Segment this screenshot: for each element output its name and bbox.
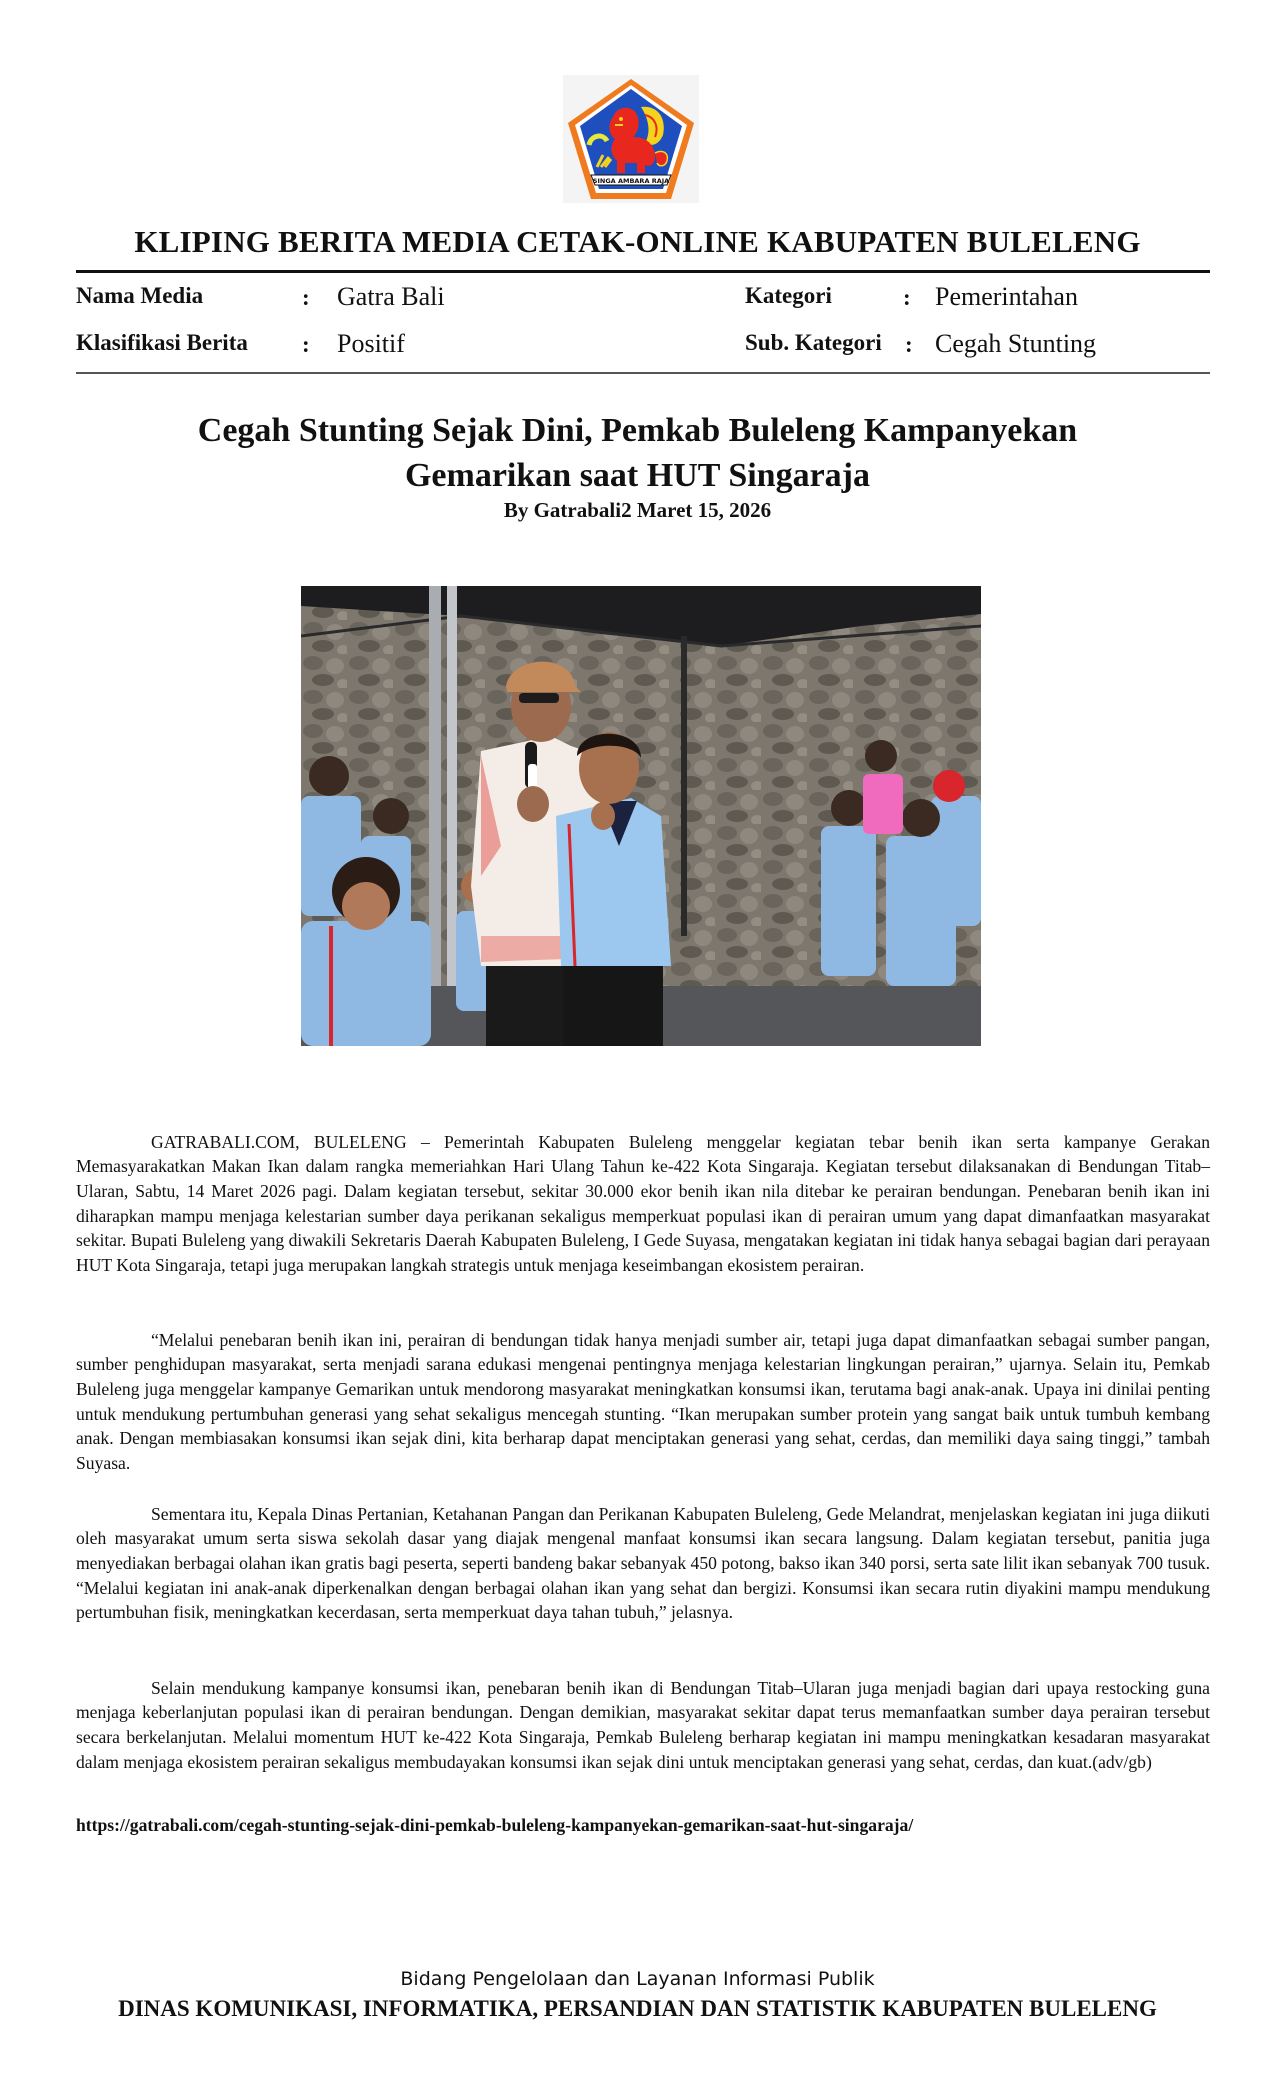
article-paragraph-2: “Melalui penebaran benih ikan ini, perairan di bendungan tidak hanya menjadi sumber air, tetapi juga dapat dimanfaatkan sebagai sumber pangan, sumber penghidupan masyarakat, serta menjadi sarana edukasi mengenai pentingnya menjaga kelestarian lingkungan perairan,” ujarnya. Selain itu, Pemkab Buleleng juga menggelar kampanye Gemarikan untuk mendorong masyarakat meningkatkan konsumsi ikan, terutama bagi anak-anak. Upaya ini dinilai penting untuk mendukung pertumbuhan generasi yang sehat sekaligus mencegah stunting. “Ikan merupakan sumber protein yang sangat baik untuk tumbuh kembang anak. Dengan membiasakan konsumsi ikan sejak dini, kita berharap dapat menciptakan generasi yang sehat, cerdas, dan memiliki daya saing tinggi,” tambah Suyasa. [76,1329,1210,1474]
sub-kategori-colon: : [905,332,913,357]
emblem-motto: SINGA AMBARA RAJA [592,177,670,185]
article-paragraph-4: Selain mendukung kampanye konsumsi ikan, penebaran benih ikan di Bendungan Titab–Ularan juga menjadi bagian dari upaya restocking guna menjaga keberlanjutan populasi ikan di perairan bendungan. Dengan demikian, masyarakat sekitar dapat terus memanfaatkan sumber daya perairan tersebut secara berkelanjutan. Melalui momentum HUT ke-422 Kota Singaraja, Pemkab Buleleng berharap kegiatan ini mampu meningkatkan kesadaran masyarakat dalam menjaga ekosistem perairan sekaligus membudayakan konsumsi ikan sejak dini untuk menciptakan generasi yang sehat, cerdas, dan kuat.(adv/gb) [76,1677,1210,1772]
article-photo [301,586,981,1046]
article-paragraph-1: GATRABALI.COM, BULELENG – Pemerintah Kabupaten Buleleng menggelar kegiatan tebar benih ikan serta kampanye Gerakan Memasyarakatkan Makan Ikan dalam rangka memeriahkan Hari Ulang Tahun ke-422 Kota Singaraja. Kegiatan tersebut dilaksanakan di Bendungan Titab–Ularan, Sabtu, 14 Maret 2026 pagi. Dalam kegiatan tersebut, sekitar 30.000 ekor benih ikan nila ditebar ke perairan bendungan. Penebaran benih ikan ini diharapkan mampu menjaga kelestarian sumber daya perikanan sekaligus memperkuat populasi ikan di perairan umum yang dapat dimanfaatkan masyarakat sekitar. Bupati Buleleng yang diwakili Sekretaris Daerah Kabupaten Buleleng, I Gede Suyasa, mengatakan kegiatan ini tidak hanya sebagai bagian dari perayaan HUT Kota Singaraja, tetapi juga merupakan langkah strategis untuk menjaga keseimbangan ekosistem perairan. [76,1131,1210,1276]
klasifikasi-berita-colon: : [302,332,310,357]
footer-agency: DINAS KOMUNIKASI, INFORMATIKA, PERSANDIAN DAN STATISTIK KABUPATEN BULELENG [118,1996,1157,2021]
article-headline [0,408,1275,498]
sub-kategori-value: Cegah Stunting [935,329,1097,358]
kategori-label: Kategori [745,283,832,308]
header-divider [76,270,1210,273]
headline-line-1: Cegah Stunting Sejak Dini, Pemkab Buleleng Kampanyekan [197,412,1078,449]
sub-kategori-label: Sub. Kategori [745,330,882,355]
article-paragraph-3: Sementara itu, Kepala Dinas Pertanian, Ketahanan Pangan dan Perikanan Kabupaten Buleleng, Gede Melandrat, menjelaskan kegiatan ini juga diikuti oleh masyarakat umum serta siswa sekolah dasar yang diajak mengenal manfaat konsumsi ikan secara langsung. Dalam kegiatan tersebut, panitia juga menyediakan berbagai olahan ikan gratis bagi peserta, seperti bandeng bakar sebanyak 450 potong, bakso ikan 340 porsi, serta sate lilit ikan sebanyak 700 tusuk. “Melalui kegiatan ini anak-anak diperkenalkan dengan berbagai olahan ikan yang sehat dan bergizi. Konsumsi ikan secara rutin diyakini mampu mendukung pertumbuhan fisik, meningkatkan kecerdasan, serta memperkuat daya tahan tubuh,” jelasnya. [76,1503,1210,1623]
nama-media-colon: : [302,285,310,310]
metadata-divider [76,372,1210,374]
headline-line-2: Gemarikan saat HUT Singaraja [404,457,870,494]
kabupaten-buleleng-emblem-icon [563,75,699,203]
klasifikasi-berita-label: Klasifikasi Berita [76,330,248,355]
footer-department: Bidang Pengelolaan dan Layanan Informasi Publik [400,1968,875,1990]
photo-illustration [301,586,981,1046]
kategori-colon: : [903,285,911,310]
klasifikasi-berita-value: Positif [337,329,405,358]
article-byline: By Gatrabali2 Maret 15, 2026 [503,498,772,522]
kategori-value: Pemerintahan [935,282,1078,311]
source-url-link[interactable]: https://gatrabali.com/cegah-stunting-sejak-dini-pemkab-buleleng-kampanyekan-gemarikan-saat-hut-singaraja/ [76,1815,914,1835]
nama-media-label: Nama Media [76,283,204,308]
nama-media-value: Gatra Bali [337,282,445,311]
document-title: KLIPING BERITA MEDIA CETAK-ONLINE KABUPATEN BULELENG [134,224,1141,259]
